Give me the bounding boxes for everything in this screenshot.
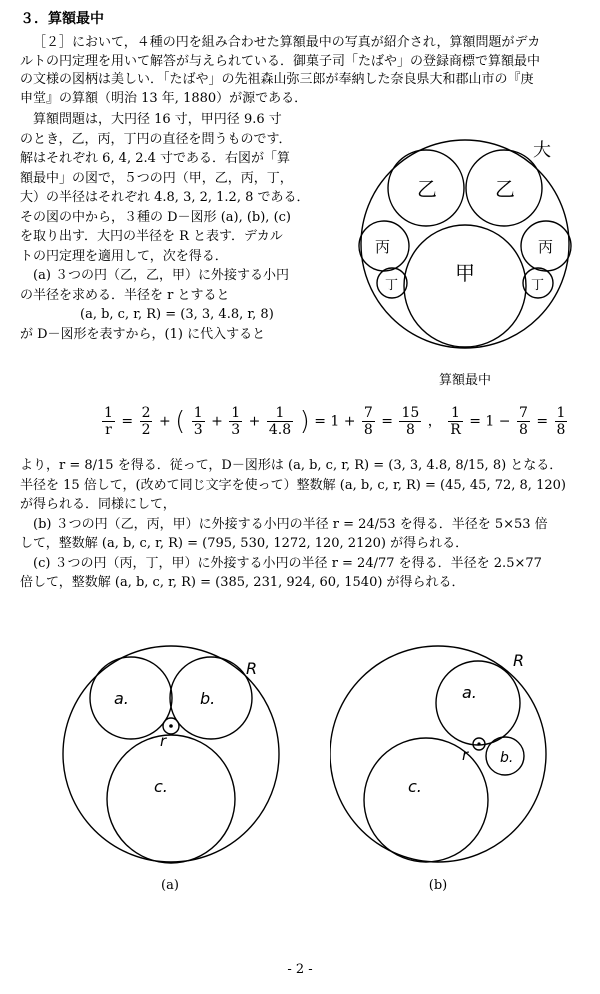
circle-R: [330, 646, 546, 862]
fraction: $\frac{7}{8}$: [518, 405, 528, 438]
label-tei-right: 丁: [531, 278, 545, 293]
fraction: $\frac{7}{8}$: [363, 405, 373, 438]
intro-line: ルトの円定理を用いて解答が与えられている．御菓子司「たばや」の登録商標で算額最中: [20, 53, 541, 69]
label-r: r: [462, 746, 469, 764]
result-line: より，r = 8/15 を得る．従って，D－図形は (a, b, c, r, R) = (3, 3, 4.8, 8/15, 8) となる．: [20, 458, 563, 473]
circle-c: [107, 735, 235, 863]
plus-sign: +: [211, 413, 223, 430]
col-line: のとき，乙，丙，丁円の直径を問うものです．: [20, 131, 292, 147]
result-line: が得られる．同様にして，: [20, 497, 176, 512]
col-line: を取り出す．大円の半径を R と表す．デカル: [20, 229, 283, 244]
label-c: c.: [154, 777, 168, 796]
intro-line: の文様の図柄は美しい．「たばや」の先祖森山弥三郎が奉納した奈良県大和郡山市の『庚: [20, 72, 534, 87]
intro-paragraph: [20, 34, 582, 108]
label-large: 大: [533, 140, 551, 161]
sangaku-monaka-figure: [355, 130, 575, 390]
label-hei-right: 丙: [538, 238, 554, 256]
result-line: 半径を 15 倍して，(改めて同じ文字を使って）整数解 (a, b, c, r, R) = (45, 45, 72, 8, 120): [20, 477, 566, 493]
intro-line: 申堂』の算額（明治 13 年, 1880）が源である．: [20, 90, 308, 106]
circle-a: [90, 657, 172, 739]
label-hei-left: 丙: [375, 238, 391, 256]
problem-column: [20, 110, 340, 344]
plus-sign: +: [248, 413, 261, 430]
circle-a: [436, 661, 520, 745]
result-line: (c) ３つの円（丙，丁，甲）に外接する小円の半径 r = 24/77 を得る．半径を 2.5×77: [33, 555, 542, 571]
circle-r-center: [477, 742, 480, 745]
col-line: 額最中」の図で，５つの円（甲，乙，丙，丁，: [20, 170, 293, 186]
comma: ，: [427, 413, 442, 430]
d-figure-b: [330, 640, 570, 870]
equals-term: = 1 −: [469, 413, 511, 430]
monaka-caption: 算額最中: [438, 373, 491, 388]
col-line: が D－図形を表すから，(1) に代入すると: [20, 326, 266, 342]
label-R: R: [246, 659, 258, 678]
fraction: $\frac{1}{3}$: [193, 405, 203, 438]
left-paren: (: [175, 406, 186, 437]
circle-c: [364, 738, 488, 862]
intro-line: ［２］において，４種の円を組み合わせた算額最中の写真が紹介され，算額問題がデカ: [33, 35, 541, 50]
col-line: トの円定理を適用して，次を得る．: [20, 248, 228, 264]
plus-sign: +: [158, 413, 171, 430]
label-r: r: [160, 732, 167, 750]
circle-kou: [404, 225, 526, 347]
equals-sign: =: [381, 413, 394, 430]
label-kou: 甲: [455, 261, 475, 285]
d-figure-a: [62, 640, 302, 870]
result-line: 倍して，整数解 (a, b, c, r, R) = (385, 231, 924, 60, 1540) が得られる．: [20, 575, 465, 590]
col-line: (a) ３つの円（乙，乙，甲）に外接する小円: [33, 268, 290, 283]
label-otsu-left: 乙: [417, 177, 437, 201]
fraction: $\frac{1}{3}$: [231, 405, 241, 438]
fraction: $\frac{1}{R}$: [450, 405, 461, 438]
results-paragraph: [20, 456, 582, 593]
col-line: その図の中から，３種の D－図形 (a), (b), (c): [20, 209, 292, 225]
label-c: c.: [408, 777, 422, 796]
result-line: して，整数解 (a, b, c, r, R) = (795, 530, 1272, 120, 2120) が得られる．: [20, 536, 469, 551]
page-number: - 2 -: [287, 962, 313, 977]
tuple-line: (a, b, c, r, R) = (3, 3, 4.8, r, 8): [80, 307, 274, 322]
circle-r-center: [169, 724, 173, 728]
fraction: $\frac{1}{8}$: [556, 405, 566, 438]
fraction: $\frac{15}{8}$: [401, 405, 420, 438]
result-line: (b) ３つの円（乙，丙，甲）に外接する小円の半径 r = 24/53 を得る．半径を 5×53 倍: [33, 516, 548, 532]
equals-sign: =: [536, 413, 549, 430]
label-tei-left: 丁: [385, 278, 399, 293]
equals-sign: =: [121, 413, 134, 430]
section-heading: ３．算額最中: [20, 11, 104, 27]
fraction: $\frac{1}{r}$: [104, 405, 113, 438]
figure-b-caption: (b): [428, 878, 448, 893]
descartes-formula: [100, 405, 569, 438]
fraction: $\frac{1}{4.8}$: [268, 405, 292, 438]
col-line: 大）の半径はそれぞれ 4.8, 3, 2, 1.2, 8 である．: [20, 190, 310, 205]
fraction: $\frac{2}{2}$: [141, 405, 151, 438]
label-b: b.: [200, 689, 216, 708]
right-paren: ): [299, 406, 310, 437]
label-R: R: [513, 651, 525, 670]
figure-a-caption: (a): [161, 878, 179, 893]
label-a: a.: [114, 689, 129, 708]
label-otsu-right: 乙: [495, 177, 515, 201]
label-a: a.: [462, 683, 477, 702]
col-line: の半径を求める．半径を r とすると: [20, 287, 230, 303]
col-line: 算額問題は，大円径 16 寸，甲円径 9.6 寸: [33, 112, 282, 127]
label-b: b.: [500, 750, 514, 766]
equals-term: = 1 +: [314, 413, 356, 430]
col-line: 解はそれぞれ 6, 4, 2.4 寸である．右図が「算: [20, 151, 291, 166]
